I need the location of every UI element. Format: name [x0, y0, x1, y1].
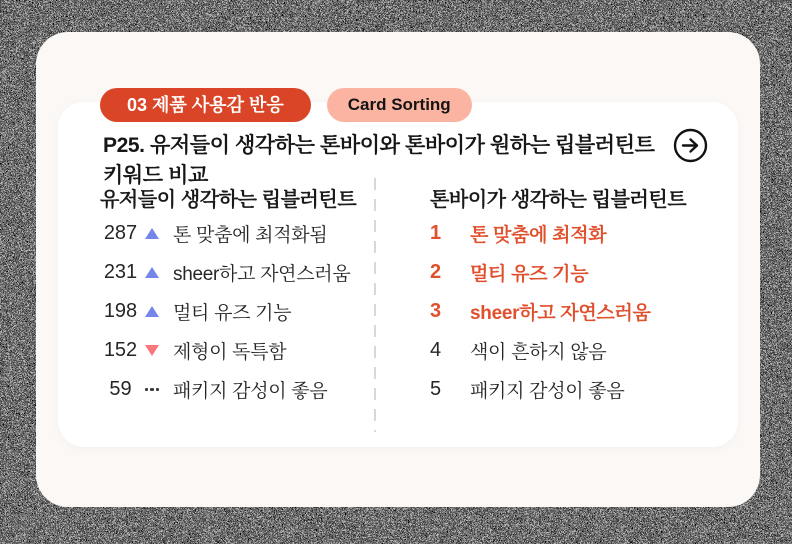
keyword-label: sheer하고 자연스러움 — [470, 303, 651, 324]
rank-number: 3 — [430, 300, 442, 322]
list-item — [430, 253, 651, 292]
mention-count: 152 — [103, 339, 138, 361]
mention-count: 59 — [109, 378, 132, 400]
rank-number: 5 — [430, 378, 442, 400]
section-badge: 03 제품 사용감 반응 — [100, 88, 311, 122]
user-keyword-list — [99, 214, 350, 409]
keyword-label: 패키지 감성이 좋음 — [173, 381, 328, 402]
keyword-label: 멀티 유즈 기능 — [470, 264, 589, 285]
list-item — [430, 292, 651, 331]
rank-number: 2 — [430, 261, 442, 283]
report-card — [36, 32, 760, 507]
keyword-label: 제형이 독특함 — [173, 342, 287, 363]
list-item — [99, 292, 350, 331]
trend-neutral-icon — [142, 388, 162, 391]
list-item — [99, 331, 350, 370]
list-item — [99, 214, 350, 253]
mention-count: 198 — [103, 300, 138, 322]
keyword-label: 톤 맞춤에 최적화 — [470, 225, 607, 246]
left-column-title: 유저들이 생각하는 립블러틴트 — [100, 189, 357, 211]
rank-number: 4 — [430, 339, 442, 361]
trend-up-icon — [142, 306, 162, 317]
method-badge: Card Sorting — [327, 88, 472, 122]
keyword-label: 색이 흔하지 않음 — [470, 342, 607, 363]
badge-row — [100, 88, 472, 122]
keyword-label: sheer하고 자연스러움 — [173, 264, 351, 285]
mention-count: 287 — [103, 222, 138, 244]
trend-down-icon — [142, 345, 162, 356]
dashed-divider — [374, 178, 376, 432]
list-item — [430, 370, 651, 409]
trend-up-icon — [142, 267, 162, 278]
arrow-right-icon — [673, 128, 708, 163]
right-column-title: 톤바이가 생각하는 립블러틴트 — [430, 189, 687, 211]
list-item — [99, 370, 350, 409]
list-item — [99, 253, 350, 292]
open-detail-button[interactable] — [673, 128, 708, 163]
list-item — [430, 331, 651, 370]
list-item — [430, 214, 651, 253]
keyword-label: 패키지 감성이 좋음 — [470, 381, 625, 402]
trend-up-icon — [142, 228, 162, 239]
brand-keyword-list — [430, 214, 651, 409]
rank-number: 1 — [430, 222, 442, 244]
keyword-label: 톤 맞춤에 최적화됨 — [173, 225, 328, 246]
mention-count: 231 — [103, 261, 138, 283]
keyword-label: 멀티 유즈 기능 — [173, 303, 292, 324]
page-title: P25. 유저들이 생각하는 톤바이와 톤바이가 원하는 립블러틴트 키워드 비교 — [103, 134, 655, 187]
